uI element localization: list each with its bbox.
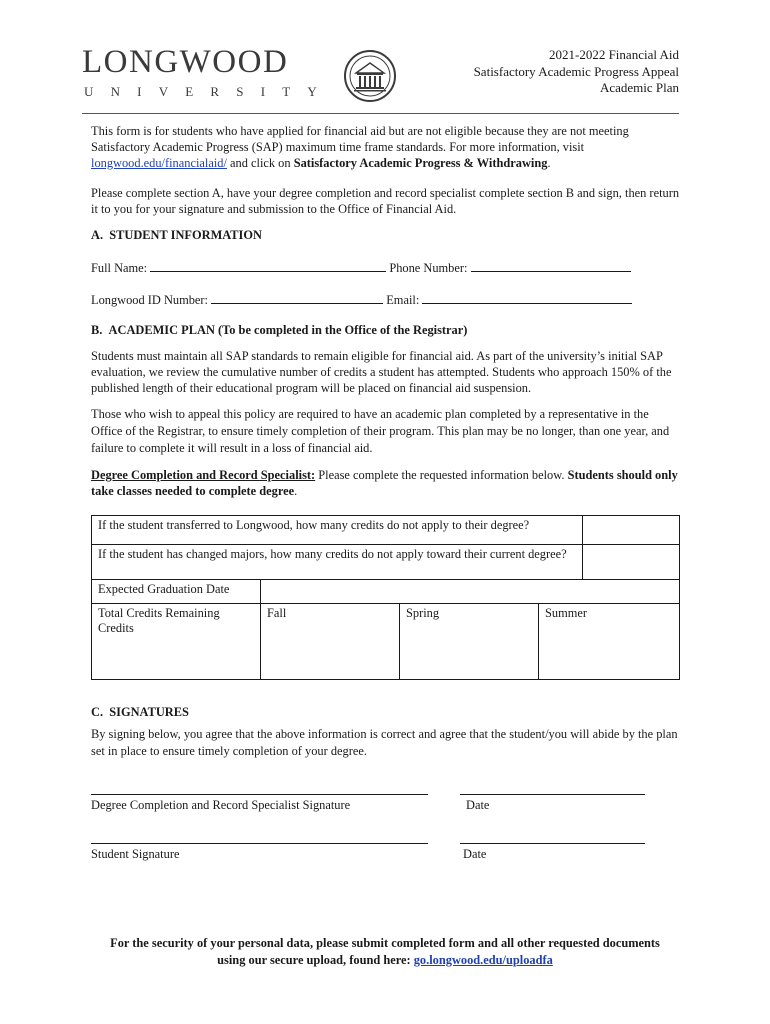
phone-label: Phone Number: (389, 261, 468, 275)
specialist-text: Please complete the requested information below. (315, 468, 568, 482)
specialist-bold: Students should only take classes needed to complete degree (91, 468, 678, 498)
table-row (92, 545, 680, 580)
specialist-signature-line[interactable] (91, 794, 428, 795)
specialist-paragraph (91, 467, 681, 499)
intro-paragraph (91, 123, 681, 171)
student-signature-label: Student Signature (91, 847, 180, 861)
graduation-date-label: Expected Graduation Date (92, 580, 261, 604)
specialist-date-label: Date (466, 798, 490, 812)
sap-paragraph: Students must maintain all SAP standards to remain eligible for financial aid. As part of the university’s initial SAP evaluation, we review the cumulative number of credits a student has attempted. Students who approach 150% of the published length of their educational program will be placed on financial aid suspension. (91, 349, 672, 395)
form-title-line2: Satisfactory Academic Progress Appeal (473, 63, 679, 79)
security-notice-line1: For the security of your personal data, please submit completed form and all other requested documents (110, 936, 660, 950)
table-row (92, 604, 680, 680)
longwood-id-label: Longwood ID Number: (91, 293, 209, 307)
total-credits-label: Total Credits Remaining Credits (92, 604, 261, 680)
header-divider (82, 113, 679, 114)
upload-link[interactable]: go.longwood.edu/uploadfa (413, 953, 553, 967)
name-phone-row (91, 259, 651, 276)
specialist-date-line[interactable] (460, 794, 645, 795)
email-field[interactable] (422, 291, 632, 304)
section-b-title: B. ACADEMIC PLAN (To be completed in the Office of the Registrar) (91, 323, 468, 337)
email-label: Email: (386, 293, 420, 307)
intro-text-3: . (547, 156, 551, 170)
appeal-paragraph: Those who wish to appeal this policy are required to have an academic plan completed by a representative in the Office of the Registrar, to ensure timely completion of their program. This plan may be no longer, than one year, and failure to complete it will result in a loss of financial aid. (91, 407, 670, 455)
specialist-signature-label: Degree Completion and Record Specialist Signature (91, 798, 351, 812)
security-notice (70, 935, 700, 969)
transfer-credits-field[interactable] (583, 516, 680, 545)
security-notice-text: using our secure upload, found here: (217, 953, 414, 967)
financial-aid-link[interactable]: longwood.edu/financialaid/ (91, 156, 227, 170)
form-title-block (474, 47, 679, 97)
specialist-end: . (294, 484, 298, 498)
intro-bold-text: Satisfactory Academic Progress & Withdrawing (293, 156, 548, 170)
transfer-credits-question: If the student transferred to Longwood, how many credits do not apply to their degree? (92, 516, 583, 545)
summer-cell[interactable]: Summer (539, 604, 680, 680)
id-email-row (91, 291, 651, 308)
logo-wordmark: LONGWOOD (82, 44, 289, 80)
phone-field[interactable] (471, 259, 631, 272)
changed-majors-question: If the student has changed majors, how many credits do not apply toward their current degree? (92, 545, 583, 580)
section-a-title: A. STUDENT INFORMATION (91, 228, 262, 242)
full-name-label: Full Name: (91, 261, 148, 275)
intro-text-2: and click on (226, 156, 294, 170)
changed-majors-field[interactable] (583, 545, 680, 580)
signature-agreement-paragraph: By signing below, you agree that the above information is correct and agree that the student/you will abide by the plan set in place to ensure timely completion of your degree. (91, 727, 678, 758)
table-row (92, 580, 680, 604)
form-title-line3: Academic Plan (599, 80, 679, 95)
student-signature-line[interactable] (91, 843, 428, 844)
fall-cell[interactable]: Fall (261, 604, 400, 680)
student-date-label: Date (463, 847, 487, 861)
academic-plan-table (91, 515, 680, 680)
intro-text: This form is for students who have applied for financial aid but are not eligible because they are not meeting Satisfactory Academic Progress (SAP) maximum time frame standards. For more information, visit (91, 124, 629, 154)
spring-cell[interactable]: Spring (400, 604, 539, 680)
specialist-label: Degree Completion and Record Specialist: (91, 468, 316, 482)
form-title-line1: 2021-2022 Financial Aid (549, 47, 679, 62)
university-seal-icon (343, 49, 397, 103)
security-notice-line2 (70, 952, 700, 969)
full-name-field[interactable] (150, 259, 386, 272)
logo-subtitle: UNIVERSITY (84, 84, 334, 99)
table-row (92, 516, 680, 545)
student-date-line[interactable] (460, 843, 645, 844)
longwood-id-field[interactable] (211, 291, 383, 304)
instructions-paragraph: Please complete section A, have your degree completion and record specialist complete section B and sign, then return it to you for your signature and submission to the Office of Financial Aid. (91, 186, 680, 216)
graduation-date-field[interactable] (261, 580, 680, 604)
section-c-title: C. SIGNATURES (91, 705, 189, 719)
